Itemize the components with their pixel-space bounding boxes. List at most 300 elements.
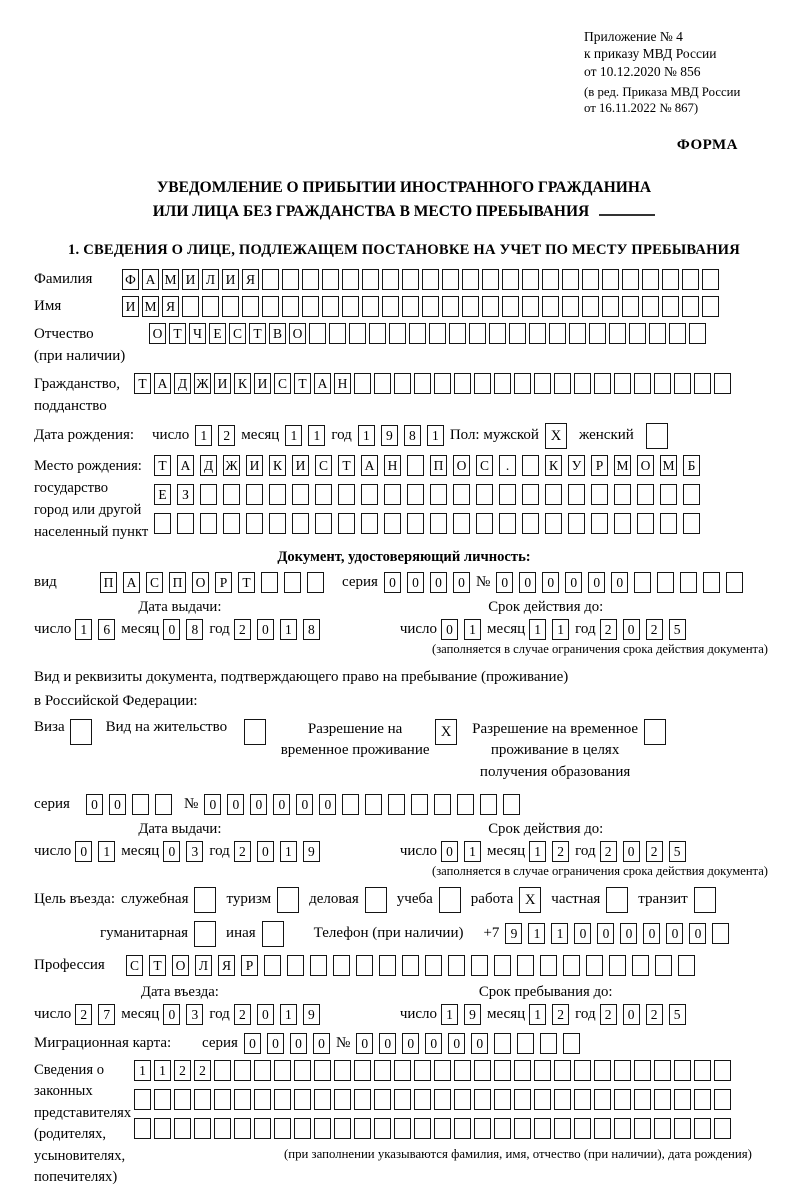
char-cell[interactable]: [654, 1060, 671, 1081]
char-cell[interactable]: [637, 513, 654, 534]
char-cell[interactable]: 0: [379, 1033, 396, 1054]
char-cell[interactable]: [354, 1089, 371, 1110]
residence-expiry-month-cells[interactable]: [529, 841, 575, 862]
char-cell[interactable]: [680, 572, 697, 593]
char-cell[interactable]: [702, 296, 719, 317]
char-cell[interactable]: 0: [496, 572, 513, 593]
char-cell[interactable]: [522, 296, 539, 317]
char-cell[interactable]: [563, 1033, 580, 1054]
char-cell[interactable]: [234, 1118, 251, 1139]
char-cell[interactable]: [563, 955, 580, 976]
char-cell[interactable]: [334, 1060, 351, 1081]
char-cell[interactable]: [662, 269, 679, 290]
char-cell[interactable]: [534, 1089, 551, 1110]
char-cell[interactable]: 2: [234, 619, 251, 640]
char-cell[interactable]: [214, 1118, 231, 1139]
char-cell[interactable]: И: [214, 373, 231, 394]
char-cell[interactable]: [384, 484, 401, 505]
char-cell[interactable]: [349, 323, 366, 344]
char-cell[interactable]: [425, 955, 442, 976]
char-cell[interactable]: З: [177, 484, 194, 505]
char-cell[interactable]: [234, 1060, 251, 1081]
char-cell[interactable]: 0: [453, 572, 470, 593]
char-cell[interactable]: [469, 323, 486, 344]
char-cell[interactable]: [462, 296, 479, 317]
char-cell[interactable]: [542, 296, 559, 317]
char-cell[interactable]: Л: [202, 269, 219, 290]
char-cell[interactable]: О: [637, 455, 654, 476]
char-cell[interactable]: [622, 296, 639, 317]
char-cell[interactable]: [354, 1118, 371, 1139]
char-cell[interactable]: Н: [384, 455, 401, 476]
char-cell[interactable]: [474, 1060, 491, 1081]
char-cell[interactable]: [262, 269, 279, 290]
char-cell[interactable]: М: [660, 455, 677, 476]
char-cell[interactable]: [614, 513, 631, 534]
char-cell[interactable]: О: [192, 572, 209, 593]
char-cell[interactable]: [294, 1089, 311, 1110]
char-cell[interactable]: [434, 1089, 451, 1110]
char-cell[interactable]: [540, 955, 557, 976]
char-cell[interactable]: 0: [257, 1004, 274, 1025]
char-cell[interactable]: 9: [303, 1004, 320, 1025]
char-cell[interactable]: 3: [186, 1004, 203, 1025]
representatives-cells-row3[interactable]: [134, 1118, 752, 1139]
char-cell[interactable]: [134, 1089, 151, 1110]
char-cell[interactable]: [449, 323, 466, 344]
char-cell[interactable]: [714, 1089, 731, 1110]
char-cell[interactable]: 1: [280, 619, 297, 640]
char-cell[interactable]: 0: [273, 794, 290, 815]
char-cell[interactable]: [287, 955, 304, 976]
char-cell[interactable]: [726, 572, 743, 593]
char-cell[interactable]: [609, 955, 626, 976]
char-cell[interactable]: 0: [313, 1033, 330, 1054]
char-cell[interactable]: 0: [402, 1033, 419, 1054]
char-cell[interactable]: 2: [174, 1060, 191, 1081]
char-cell[interactable]: [642, 296, 659, 317]
char-cell[interactable]: [594, 1118, 611, 1139]
char-cell[interactable]: О: [453, 455, 470, 476]
char-cell[interactable]: [634, 1060, 651, 1081]
char-cell[interactable]: 0: [163, 1004, 180, 1025]
char-cell[interactable]: Д: [174, 373, 191, 394]
char-cell[interactable]: 1: [308, 425, 325, 446]
char-cell[interactable]: 1: [464, 841, 481, 862]
char-cell[interactable]: [155, 794, 172, 815]
char-cell[interactable]: 1: [75, 619, 92, 640]
char-cell[interactable]: [453, 484, 470, 505]
char-cell[interactable]: [654, 1118, 671, 1139]
char-cell[interactable]: [568, 513, 585, 534]
patronymic-cells[interactable]: [149, 323, 709, 344]
char-cell[interactable]: 8: [303, 619, 320, 640]
char-cell[interactable]: [411, 794, 428, 815]
char-cell[interactable]: [602, 296, 619, 317]
char-cell[interactable]: 0: [204, 794, 221, 815]
birth-place-cells-row3[interactable]: [154, 513, 706, 534]
char-cell[interactable]: 1: [195, 425, 212, 446]
char-cell[interactable]: [234, 1089, 251, 1110]
char-cell[interactable]: [482, 296, 499, 317]
char-cell[interactable]: [514, 1089, 531, 1110]
char-cell[interactable]: 0: [296, 794, 313, 815]
char-cell[interactable]: 1: [134, 1060, 151, 1081]
char-cell[interactable]: С: [126, 955, 143, 976]
char-cell[interactable]: 0: [471, 1033, 488, 1054]
char-cell[interactable]: [409, 323, 426, 344]
char-cell[interactable]: [694, 1060, 711, 1081]
char-cell[interactable]: [422, 296, 439, 317]
char-cell[interactable]: А: [314, 373, 331, 394]
char-cell[interactable]: [462, 269, 479, 290]
char-cell[interactable]: Л: [195, 955, 212, 976]
identity-expiry-month-cells[interactable]: [529, 619, 575, 640]
char-cell[interactable]: [474, 1118, 491, 1139]
char-cell[interactable]: Я: [242, 269, 259, 290]
residence-issue-day-cells[interactable]: [75, 841, 121, 862]
purpose-humanitarian-checkbox[interactable]: [194, 921, 216, 947]
char-cell[interactable]: 2: [552, 1004, 569, 1025]
char-cell[interactable]: [674, 1060, 691, 1081]
citizenship-cells[interactable]: [134, 373, 734, 394]
char-cell[interactable]: [574, 1118, 591, 1139]
char-cell[interactable]: С: [476, 455, 493, 476]
char-cell[interactable]: [194, 1089, 211, 1110]
char-cell[interactable]: 0: [384, 572, 401, 593]
char-cell[interactable]: [454, 1118, 471, 1139]
residence-issue-year-cells[interactable]: [234, 841, 326, 862]
char-cell[interactable]: И: [182, 269, 199, 290]
char-cell[interactable]: [338, 484, 355, 505]
identity-doc-number-cells[interactable]: [496, 572, 749, 593]
char-cell[interactable]: [674, 1118, 691, 1139]
char-cell[interactable]: 0: [356, 1033, 373, 1054]
char-cell[interactable]: [223, 513, 240, 534]
char-cell[interactable]: [314, 1060, 331, 1081]
char-cell[interactable]: [274, 1118, 291, 1139]
char-cell[interactable]: [574, 1060, 591, 1081]
char-cell[interactable]: [614, 1089, 631, 1110]
char-cell[interactable]: 2: [646, 841, 663, 862]
char-cell[interactable]: [494, 1089, 511, 1110]
char-cell[interactable]: [542, 269, 559, 290]
char-cell[interactable]: [494, 1060, 511, 1081]
char-cell[interactable]: [274, 1089, 291, 1110]
char-cell[interactable]: [678, 955, 695, 976]
char-cell[interactable]: Я: [162, 296, 179, 317]
char-cell[interactable]: [307, 572, 324, 593]
char-cell[interactable]: [333, 955, 350, 976]
char-cell[interactable]: [309, 323, 326, 344]
char-cell[interactable]: [454, 1089, 471, 1110]
char-cell[interactable]: [702, 269, 719, 290]
char-cell[interactable]: 2: [234, 841, 251, 862]
char-cell[interactable]: [434, 1118, 451, 1139]
name-cells[interactable]: [122, 296, 722, 317]
char-cell[interactable]: [315, 513, 332, 534]
char-cell[interactable]: [591, 513, 608, 534]
char-cell[interactable]: 0: [319, 794, 336, 815]
identity-issue-month-cells[interactable]: [163, 619, 209, 640]
char-cell[interactable]: [430, 484, 447, 505]
char-cell[interactable]: 0: [565, 572, 582, 593]
char-cell[interactable]: 1: [529, 841, 546, 862]
char-cell[interactable]: [554, 373, 571, 394]
char-cell[interactable]: [549, 323, 566, 344]
char-cell[interactable]: [517, 1033, 534, 1054]
char-cell[interactable]: 0: [448, 1033, 465, 1054]
char-cell[interactable]: О: [172, 955, 189, 976]
char-cell[interactable]: [499, 484, 516, 505]
char-cell[interactable]: [182, 296, 199, 317]
char-cell[interactable]: [682, 296, 699, 317]
char-cell[interactable]: И: [246, 455, 263, 476]
char-cell[interactable]: К: [234, 373, 251, 394]
birth-day-cells[interactable]: [195, 425, 241, 446]
char-cell[interactable]: [594, 1089, 611, 1110]
char-cell[interactable]: [660, 513, 677, 534]
char-cell[interactable]: [562, 269, 579, 290]
char-cell[interactable]: [274, 1060, 291, 1081]
char-cell[interactable]: [614, 484, 631, 505]
char-cell[interactable]: [454, 373, 471, 394]
char-cell[interactable]: О: [289, 323, 306, 344]
char-cell[interactable]: [374, 1060, 391, 1081]
migration-number-cells[interactable]: [356, 1033, 586, 1054]
char-cell[interactable]: [194, 1118, 211, 1139]
char-cell[interactable]: 0: [425, 1033, 442, 1054]
char-cell[interactable]: [654, 373, 671, 394]
char-cell[interactable]: [374, 373, 391, 394]
char-cell[interactable]: [262, 296, 279, 317]
char-cell[interactable]: [177, 513, 194, 534]
char-cell[interactable]: Е: [209, 323, 226, 344]
char-cell[interactable]: [284, 572, 301, 593]
char-cell[interactable]: [269, 513, 286, 534]
char-cell[interactable]: [514, 373, 531, 394]
char-cell[interactable]: Т: [249, 323, 266, 344]
char-cell[interactable]: [494, 1118, 511, 1139]
char-cell[interactable]: [422, 269, 439, 290]
migration-series-cells[interactable]: [244, 1033, 336, 1054]
char-cell[interactable]: [562, 296, 579, 317]
char-cell[interactable]: [389, 323, 406, 344]
char-cell[interactable]: Т: [169, 323, 186, 344]
char-cell[interactable]: [574, 373, 591, 394]
char-cell[interactable]: [502, 269, 519, 290]
char-cell[interactable]: [292, 513, 309, 534]
char-cell[interactable]: [374, 1089, 391, 1110]
char-cell[interactable]: [589, 323, 606, 344]
purpose-transit-checkbox[interactable]: [694, 887, 716, 913]
char-cell[interactable]: [714, 1118, 731, 1139]
char-cell[interactable]: [629, 323, 646, 344]
char-cell[interactable]: 5: [669, 1004, 686, 1025]
char-cell[interactable]: 0: [227, 794, 244, 815]
char-cell[interactable]: [246, 513, 263, 534]
char-cell[interactable]: 0: [689, 923, 706, 944]
char-cell[interactable]: 2: [552, 841, 569, 862]
char-cell[interactable]: [534, 1060, 551, 1081]
char-cell[interactable]: [434, 1060, 451, 1081]
char-cell[interactable]: [594, 1060, 611, 1081]
char-cell[interactable]: [382, 269, 399, 290]
char-cell[interactable]: 0: [267, 1033, 284, 1054]
char-cell[interactable]: [654, 1089, 671, 1110]
char-cell[interactable]: И: [222, 269, 239, 290]
char-cell[interactable]: В: [269, 323, 286, 344]
char-cell[interactable]: [329, 323, 346, 344]
char-cell[interactable]: [429, 323, 446, 344]
char-cell[interactable]: Р: [215, 572, 232, 593]
char-cell[interactable]: [568, 484, 585, 505]
char-cell[interactable]: Т: [154, 455, 171, 476]
char-cell[interactable]: 5: [669, 619, 686, 640]
char-cell[interactable]: 1: [464, 619, 481, 640]
char-cell[interactable]: [609, 323, 626, 344]
char-cell[interactable]: [369, 323, 386, 344]
identity-issue-year-cells[interactable]: [234, 619, 326, 640]
char-cell[interactable]: [414, 1089, 431, 1110]
char-cell[interactable]: [534, 373, 551, 394]
char-cell[interactable]: [334, 1089, 351, 1110]
char-cell[interactable]: [254, 1118, 271, 1139]
char-cell[interactable]: [388, 794, 405, 815]
char-cell[interactable]: [294, 1060, 311, 1081]
char-cell[interactable]: [322, 296, 339, 317]
char-cell[interactable]: [657, 572, 674, 593]
char-cell[interactable]: [509, 323, 526, 344]
char-cell[interactable]: 0: [623, 619, 640, 640]
char-cell[interactable]: [554, 1060, 571, 1081]
char-cell[interactable]: 5: [669, 841, 686, 862]
char-cell[interactable]: С: [315, 455, 332, 476]
char-cell[interactable]: [503, 794, 520, 815]
char-cell[interactable]: [202, 296, 219, 317]
char-cell[interactable]: 0: [257, 841, 274, 862]
char-cell[interactable]: [315, 484, 332, 505]
char-cell[interactable]: [407, 513, 424, 534]
char-cell[interactable]: [545, 484, 562, 505]
char-cell[interactable]: И: [122, 296, 139, 317]
char-cell[interactable]: Т: [294, 373, 311, 394]
identity-expiry-day-cells[interactable]: [441, 619, 487, 640]
char-cell[interactable]: [540, 1033, 557, 1054]
representatives-cells-row2[interactable]: [134, 1089, 752, 1110]
char-cell[interactable]: М: [162, 269, 179, 290]
char-cell[interactable]: 9: [505, 923, 522, 944]
char-cell[interactable]: [361, 513, 378, 534]
char-cell[interactable]: И: [292, 455, 309, 476]
char-cell[interactable]: 2: [75, 1004, 92, 1025]
char-cell[interactable]: [448, 955, 465, 976]
char-cell[interactable]: [402, 296, 419, 317]
char-cell[interactable]: М: [614, 455, 631, 476]
char-cell[interactable]: 1: [280, 841, 297, 862]
char-cell[interactable]: С: [146, 572, 163, 593]
char-cell[interactable]: 8: [186, 619, 203, 640]
char-cell[interactable]: 0: [597, 923, 614, 944]
char-cell[interactable]: [407, 484, 424, 505]
char-cell[interactable]: [591, 484, 608, 505]
char-cell[interactable]: Ж: [194, 373, 211, 394]
char-cell[interactable]: Б: [683, 455, 700, 476]
char-cell[interactable]: [154, 513, 171, 534]
char-cell[interactable]: [394, 1089, 411, 1110]
char-cell[interactable]: [223, 484, 240, 505]
char-cell[interactable]: 2: [600, 841, 617, 862]
char-cell[interactable]: [362, 296, 379, 317]
char-cell[interactable]: 0: [407, 572, 424, 593]
char-cell[interactable]: 0: [588, 572, 605, 593]
char-cell[interactable]: Р: [241, 955, 258, 976]
char-cell[interactable]: С: [274, 373, 291, 394]
char-cell[interactable]: К: [269, 455, 286, 476]
char-cell[interactable]: [474, 1089, 491, 1110]
char-cell[interactable]: [703, 572, 720, 593]
char-cell[interactable]: [522, 455, 539, 476]
char-cell[interactable]: 2: [218, 425, 235, 446]
char-cell[interactable]: П: [169, 572, 186, 593]
char-cell[interactable]: [669, 323, 686, 344]
char-cell[interactable]: [242, 296, 259, 317]
char-cell[interactable]: [269, 484, 286, 505]
purpose-work-checkbox[interactable]: X: [519, 887, 541, 913]
char-cell[interactable]: 0: [86, 794, 103, 815]
temporary-residence-checkbox[interactable]: X: [435, 719, 457, 745]
char-cell[interactable]: [414, 1060, 431, 1081]
char-cell[interactable]: [214, 1060, 231, 1081]
entry-day-cells[interactable]: [75, 1004, 121, 1025]
char-cell[interactable]: [674, 373, 691, 394]
char-cell[interactable]: [586, 955, 603, 976]
char-cell[interactable]: 2: [600, 1004, 617, 1025]
char-cell[interactable]: [494, 1033, 511, 1054]
char-cell[interactable]: Ф: [122, 269, 139, 290]
char-cell[interactable]: [134, 1118, 151, 1139]
char-cell[interactable]: 0: [109, 794, 126, 815]
char-cell[interactable]: П: [430, 455, 447, 476]
char-cell[interactable]: [254, 1089, 271, 1110]
char-cell[interactable]: [522, 513, 539, 534]
char-cell[interactable]: [614, 1060, 631, 1081]
residence-expiry-year-cells[interactable]: [600, 841, 692, 862]
char-cell[interactable]: [222, 296, 239, 317]
char-cell[interactable]: 0: [163, 841, 180, 862]
char-cell[interactable]: 1: [98, 841, 115, 862]
char-cell[interactable]: [634, 572, 651, 593]
char-cell[interactable]: [453, 513, 470, 534]
char-cell[interactable]: 2: [234, 1004, 251, 1025]
char-cell[interactable]: 0: [441, 619, 458, 640]
birth-month-cells[interactable]: [285, 425, 331, 446]
char-cell[interactable]: [246, 484, 263, 505]
char-cell[interactable]: [382, 296, 399, 317]
char-cell[interactable]: [476, 484, 493, 505]
char-cell[interactable]: Ж: [223, 455, 240, 476]
char-cell[interactable]: [545, 513, 562, 534]
char-cell[interactable]: 0: [611, 572, 628, 593]
char-cell[interactable]: [660, 484, 677, 505]
char-cell[interactable]: [637, 484, 654, 505]
identity-doc-type-cells[interactable]: [100, 572, 330, 593]
char-cell[interactable]: 0: [257, 619, 274, 640]
char-cell[interactable]: [361, 484, 378, 505]
char-cell[interactable]: [489, 323, 506, 344]
char-cell[interactable]: [362, 269, 379, 290]
char-cell[interactable]: [554, 1118, 571, 1139]
